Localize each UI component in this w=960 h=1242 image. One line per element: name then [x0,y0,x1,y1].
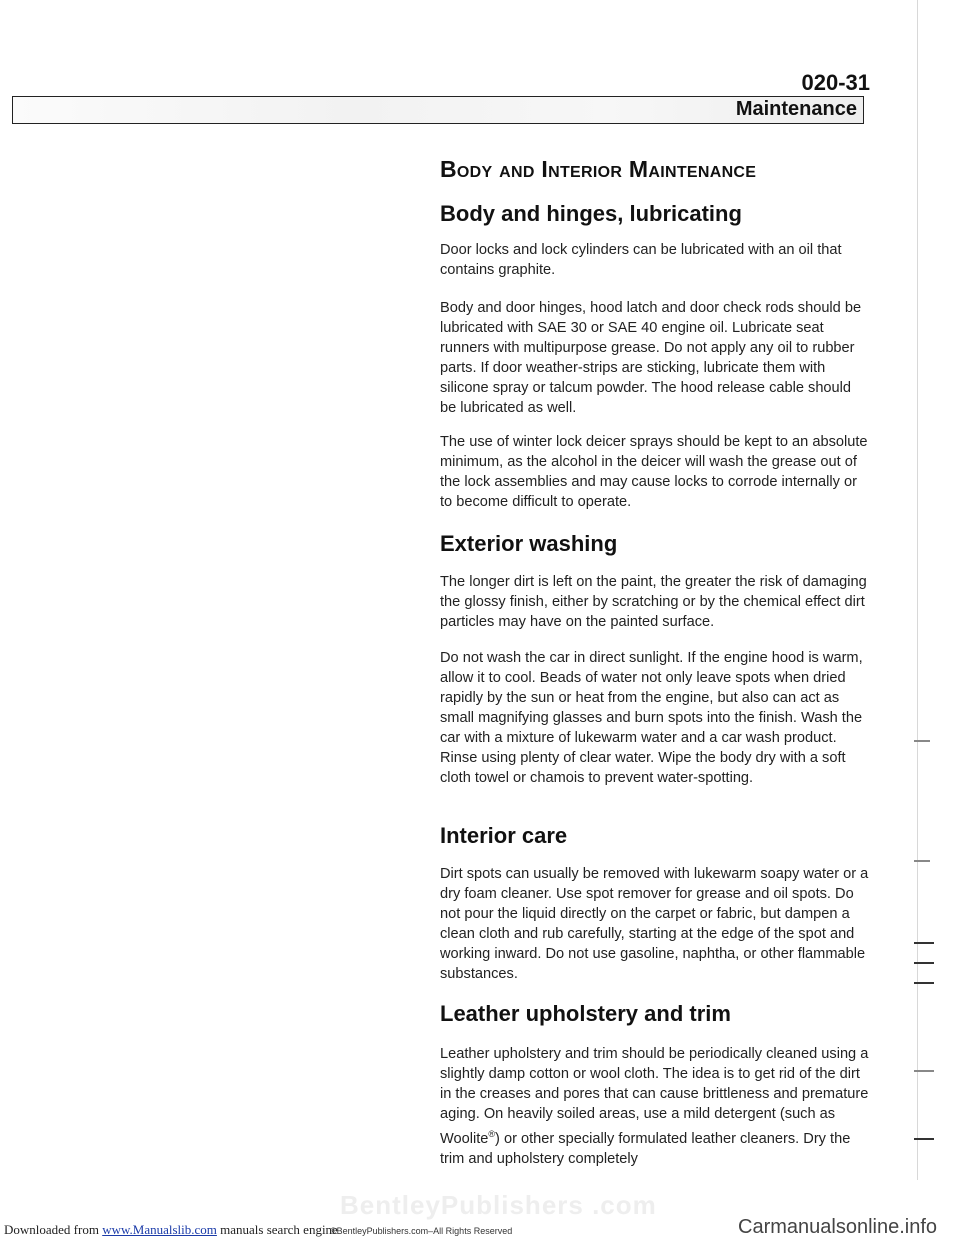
paragraph [440,864,870,984]
heading-exterior-washing: Exterior washing [440,531,618,556]
section-exterior-washing [440,530,870,558]
page-number: 020-31 [801,70,870,95]
paragraph-text [440,1044,870,1169]
section-title [440,156,870,183]
section-body-hinges [440,200,870,228]
manualslib-link[interactable]: www.Manualslib.com [102,1222,217,1237]
margin-mark [914,1070,934,1072]
download-prefix: Downloaded from [4,1222,103,1237]
paragraph-text: Dirt spots can usually be removed with lukewarm soapy water or a dry foam cleaner. Use spot remover for grease and oil spots. Do not pour the liquid directly on the carpet or fabric, but dampen a clean cloth and rub carefully, starting at the edge of the spot and working inward. Do not use gasoline, naphtha, or other flammable substances. [440,866,869,982]
leather-text-part1: Leather upholstery and trim should be periodically cleaned using a slightly damp cotton or wool cloth. The idea is to get rid of the dirt in the creases and pores that can cause brittleness and premature aging. On heavily soiled areas, use a mild detergent (such as Woolite [440,1046,869,1147]
heading-body-hinges: Body and hinges, lubricating [440,201,742,226]
download-notice [4,1222,338,1238]
section-interior-care [440,822,870,850]
paragraph [440,240,870,280]
header-section-label: Maintenance [735,98,857,120]
paragraph-text: Door locks and lock cylinders can be lubricated with an oil that contains graphite. [440,242,842,278]
watermark: BentleyPublishers .com [340,1190,657,1220]
margin-mark [914,740,930,742]
paragraph-text: Do not wash the car in direct sunlight. If the engine hood is warm, allow it to cool. Beads of water not only leave spots when dried rapidly by the sun or heat from the engine, but also can act as small magnifying glasses and burn spots into the finish. Wash the car with a mixture of lukewarm water and a car wash product. Rinse using plenty of clear water. Wipe the body dry with a soft cloth towel or chamois to prevent water-spotting. [440,650,863,786]
section-leather [440,1000,870,1028]
copyright: ©BentleyPublishers.com–All Rights Reserved [330,1226,513,1236]
section-title-text: Body and Interior Maintenance [440,156,757,182]
paragraph-text: The longer dirt is left on the paint, the greater the risk of damaging the glossy finish, either by scratching or by the chemical effect dirt particles may have on the painted surface. [440,574,867,630]
leather-text-part2: ) or other specially formulated leather cleaners. Dry the trim and upholstery completely [440,1130,851,1167]
paragraph [440,432,870,512]
paragraph [440,648,870,788]
paragraph-text: Body and door hinges, hood latch and door check rods should be lubricated with SAE 30 or SAE 40 engine oil. Lubricate seat runners with multipurpose grease. Do not apply any oil to rubber parts. If door weather-strips are sticking, lubricate them with silicone spray or talcum powder. The hood release cable should be lubricated as well. [440,300,862,416]
registered-mark: ® [488,1129,496,1139]
margin-mark [914,942,934,944]
margin-mark [914,1138,934,1140]
margin-mark [914,982,934,984]
paragraph [440,298,870,418]
paragraph [440,1044,870,1169]
heading-leather: Leather upholstery and trim [440,1001,731,1026]
right-watermark: Carmanualsonline.info [738,1216,938,1238]
heading-interior-care: Interior care [440,823,568,848]
paragraph [440,572,870,632]
paragraph-text: The use of winter lock deicer sprays should be kept to an absolute minimum, as the alcohol in the deicer will wash the grease out of the lock assemblies and may cause locks to corrode internally or to become difficult to operate. [440,434,868,510]
download-suffix: manuals search engine [216,1222,338,1237]
margin-rule [917,0,918,1180]
margin-mark [914,962,934,964]
margin-mark [914,860,930,862]
header-bar [12,96,864,124]
